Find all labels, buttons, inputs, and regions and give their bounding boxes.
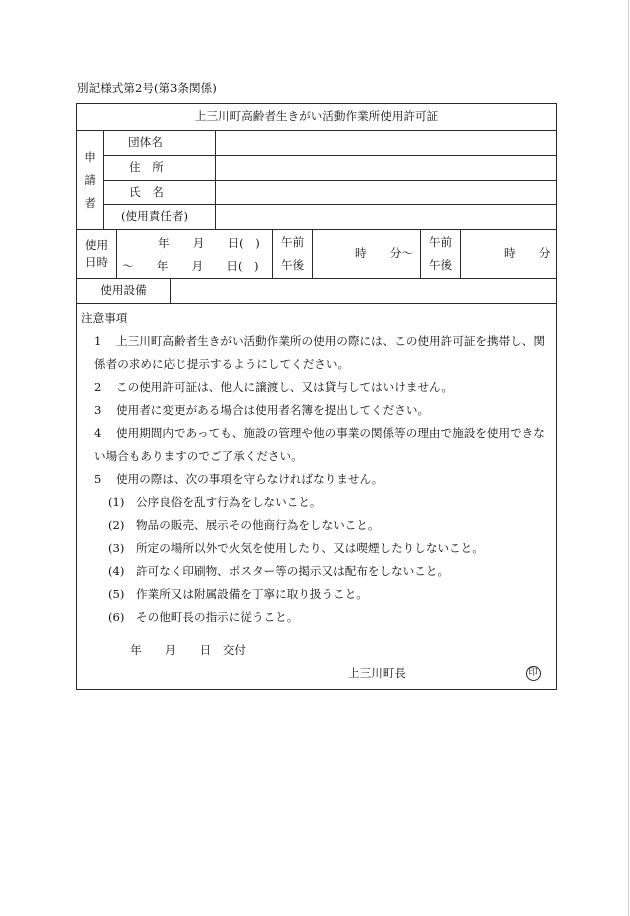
end-ampm-cell [420,229,461,279]
subitem-text: その他町長の指示に従うこと。 [136,609,299,624]
end-time: 時 分 [504,246,551,261]
page-edge [628,0,629,916]
note-subitem-3 [77,537,556,560]
note-text: 使用の際は、次の事項を守らなければなりません。 [116,471,384,486]
responsible-person-label: (使用責任者) [121,209,189,224]
note-subitem-1 [77,491,556,514]
end-time-cell [460,229,557,279]
note-text: 使用者に変更がある場合は使用者名簿を提出してください。 [116,402,430,417]
start-time: 時 分～ [355,246,413,261]
note-item-5 [77,468,556,491]
seal-mark [526,666,541,681]
note-item-2 [77,376,556,399]
note-subitem-6 [77,606,556,629]
note-item-3 [77,399,556,422]
start-ampm-cell [272,229,313,279]
applicant-label-char: 申 [84,149,96,164]
issuer-name: 上三川町長 [348,665,406,680]
subitem-text: 物品の販売、展示その他商行為をしないこと。 [136,517,380,532]
address-label-cell [103,155,216,181]
note-number: 2 [94,379,102,394]
group-name-label-cell [103,130,216,156]
subitem-number: (4) [108,563,125,578]
equipment-value-cell [170,278,557,304]
name-label: 氏 名 [129,184,164,199]
equipment-label-cell [76,278,171,304]
responsible-person-value-cell [215,204,557,230]
note-subitem-5 [77,583,556,606]
applicant-section-label [76,130,104,230]
issuance-date: 年 月 日 交付 [130,642,246,657]
start-pm-label: 午後 [280,258,305,272]
subitem-number: (2) [108,517,125,532]
note-text: この使用許可証は、他人に譲渡し、又は貸与してはいけません。 [116,379,453,394]
equipment-label: 使用設備 [100,283,147,298]
subitem-number: (3) [108,540,125,555]
note-subitem-4 [77,560,556,583]
applicant-label-char: 請 [84,172,96,187]
end-date: ～ 年 月 日( ) [122,258,259,273]
note-text: 上三川町高齢者生きがい活動作業所の使用の際には、この使用許可証を携帯し、関 [116,333,545,348]
form-title: 上三川町高齢者生きがい活動作業所使用許可証 [194,109,439,124]
notes-cell [76,303,557,690]
group-name-value-cell [215,130,557,156]
start-time-cell [312,229,421,279]
note-item-1 [77,330,556,353]
subitem-text: 公序良俗を乱す行為をしないこと。 [136,494,322,509]
usage-datetime-label-line: 使用 [84,238,109,252]
address-value-cell [215,155,557,181]
note-text: 使用期間内であっても、施設の管理や他の事業の関係等の理由で施設を使用できな [116,425,545,440]
responsible-person-label-cell [103,204,216,230]
subitem-text: 許可なく印刷物、ポスター等の掲示又は配布をしないこと。 [136,563,450,578]
seal-icon: 印 [528,667,538,678]
subitem-number: (1) [108,494,125,509]
name-label-cell [103,180,216,205]
name-value-cell [215,180,557,205]
subitem-text: 作業所又は附属設備を丁寧に取り扱うこと。 [136,586,368,601]
usage-datetime-label-line: 日時 [84,255,109,269]
note-item-4-continued: い場合もありますのでご了承ください。 [94,448,303,463]
subitem-text: 所定の場所以外で火気を使用したり、又は喫煙したりしないこと。 [136,540,484,555]
note-number: 1 [94,333,102,348]
end-am-label: 午前 [428,235,453,249]
note-number: 5 [94,471,102,486]
usage-datetime-label-cell [76,229,117,279]
applicant-label-char: 者 [84,195,96,210]
subitem-number: (5) [108,586,125,601]
notes-list [77,307,556,629]
note-item-1-continued: 係者の求めに応じ提示するようにしてください。 [94,356,350,371]
address-label: 住 所 [129,160,164,175]
note-item-4 [77,422,556,445]
note-subitem-2 [77,514,556,537]
subitem-number: (6) [108,609,125,624]
start-date: 年 月 日( ) [158,235,260,250]
form-number: 別記様式第2号(第3条関係) [77,80,217,95]
start-am-label: 午前 [280,235,305,249]
usage-date-cell [116,229,273,279]
notes-heading: 注意事項 [81,310,128,325]
note-number: 3 [94,402,102,417]
group-name-label: 団体名 [128,135,163,150]
title-cell [76,103,557,131]
note-number: 4 [94,425,102,440]
end-pm-label: 午後 [428,258,453,272]
